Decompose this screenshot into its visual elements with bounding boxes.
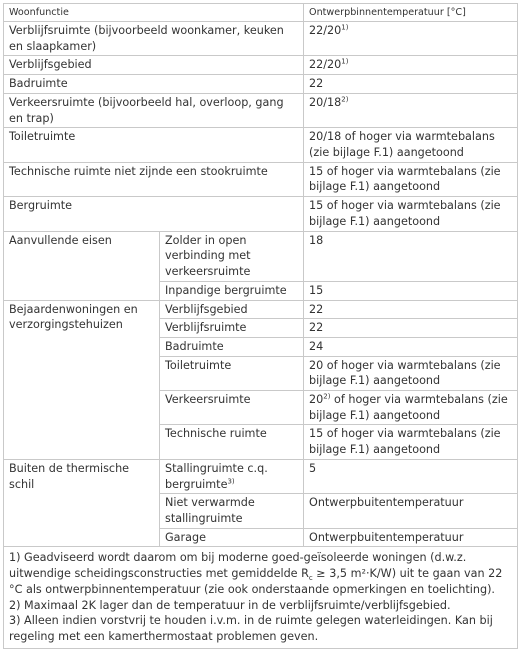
row-value: 22 [304,300,518,319]
group-label-aanvullende-eisen: Aanvullende eisen [4,231,160,300]
footnotes-row [4,547,518,648]
row-label: Verblijfsgebied [4,56,304,75]
row-label: Badruimte [4,75,304,94]
sub-label: Verkeersruimte [160,391,304,425]
sub-label: Niet verwarmde stallingruimte [160,494,304,528]
table-row [4,22,518,56]
row-value: 24 [304,337,518,356]
footnote-3: 3) Alleen indien vorstvrij te houden i.v.m. in de ruimte gelegen waterleidingen. Kan bij regeling met een kamerthermostaat problemen geven. [9,614,493,643]
row-label: Toiletruimte [4,128,304,162]
table-header-row [4,4,518,22]
temperature-table [3,3,518,649]
sub-label: Inpandige bergruimte [160,281,304,300]
row-value: Ontwerpbuitentemperatuur [304,528,518,547]
sub-label: Toiletruimte [160,356,304,390]
row-value: 20/18$^{2)}$ [304,93,518,127]
row-value: 5 [304,459,518,493]
row-value: 15 of hoger via warmtebalans (zie bijlage F.1) aangetoond [304,197,518,232]
row-label: Verblijfsruimte (bijvoorbeeld woonkamer, keuken en slaapkamer) [4,22,304,56]
sub-label: Technische ruimte [160,425,304,459]
row-value: 22/20$^{1)}$ [304,22,518,56]
header-ontwerpbinnentemperatuur: Ontwerpbinnentemperatuur [°C] [304,4,518,22]
table-row [4,93,518,127]
row-label: Technische ruimte niet zijnde een stookruimte [4,162,304,196]
table-row [4,75,518,94]
table-row [4,300,518,319]
table-row [4,162,518,196]
row-value: 20/18 of hoger via warmtebalans (zie bijlage F.1) aangetoond [304,128,518,162]
sub-label: Badruimte [160,337,304,356]
table-row [4,128,518,162]
row-value: 15 [304,281,518,300]
header-woonfunctie: Woonfunctie [4,4,304,22]
sub-label: Verblijfsruimte [160,319,304,338]
group-label-bejaardenwoningen: Bejaardenwoningen en verzorgingstehuizen [4,300,160,459]
table-row [4,197,518,232]
table-row [4,56,518,75]
row-value: Ontwerpbuitentemperatuur [304,494,518,528]
sub-label: Stallingruimte c.q. bergruimte$^{3)}$ [160,459,304,493]
footnote-2: 2) Maximaal 2K lager dan de temperatuur in de verblijfsruimte/verblijfsgebied. [9,598,451,612]
row-value: 18 [304,231,518,281]
row-value: 22 [304,319,518,338]
sub-label: Zolder in open verbinding met verkeersruimte [160,231,304,281]
footnote-1: 1) Geadviseerd wordt daarom om bij moderne goed-geïsoleerde woningen (d.w.z. uitwendige scheidingsconstructies met gemiddelde $R_c \ge 3,5$ m²·K/W) uit te gaan van 22 °C als ontwerpbinnentemperatuur (zie ook onderstaande opmerkingen en toelichting). [9,551,503,596]
row-label: Bergruimte [4,197,304,232]
row-value: 22 [304,75,518,94]
row-value: 20$^{2)}$ of hoger via warmtebalans (zie bijlage F.1) aangetoond [304,391,518,425]
sub-label: Verblijfsgebied [160,300,304,319]
row-label: Verkeersruimte (bijvoorbeeld hal, overloop, gang en trap) [4,93,304,127]
row-value: 15 of hoger via warmtebalans (zie bijlage F.1) aangetoond [304,425,518,459]
sub-label: Garage [160,528,304,547]
group-label-buiten-thermische-schil: Buiten de thermische schil [4,459,160,547]
table-row [4,231,518,281]
table-row [4,459,518,493]
footnotes [4,547,518,648]
row-value: 22/20$^{1)}$ [304,56,518,75]
row-value: 15 of hoger via warmtebalans (zie bijlage F.1) aangetoond [304,162,518,196]
row-value: 20 of hoger via warmtebalans (zie bijlage F.1) aangetoond [304,356,518,390]
